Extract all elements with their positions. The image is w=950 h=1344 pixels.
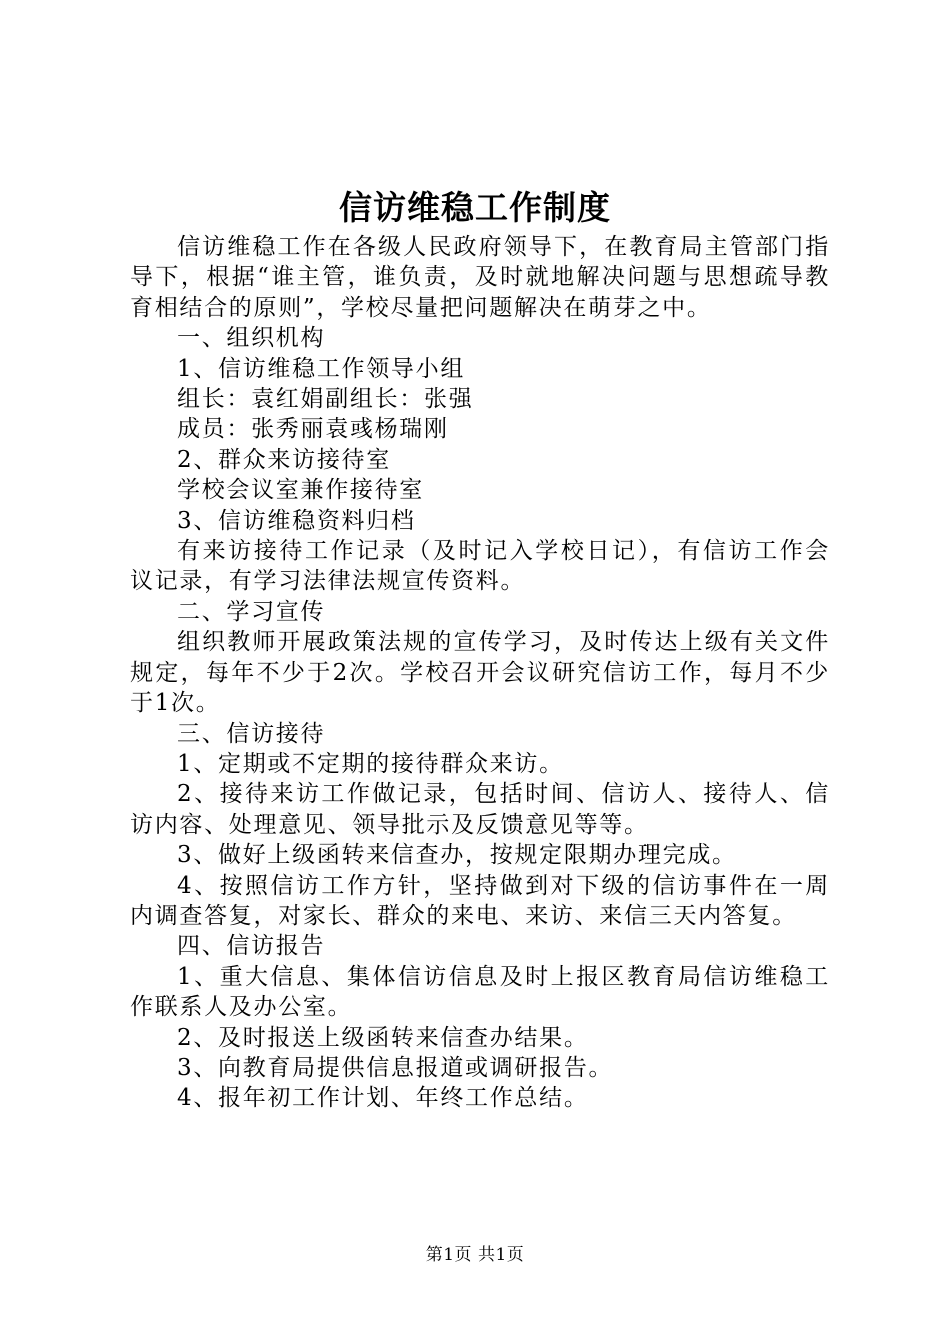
paragraph-report-4: 4、报年初工作计划、年终工作总结。 <box>177 1085 589 1112</box>
paragraph-reception-room: 2、群众来访接待室 <box>177 446 391 473</box>
section-heading-reception: 三、信访接待 <box>177 720 326 747</box>
paragraph-reception-2: 2、接待来访工作做记录，包括时间、信访人、接待人、信访内容、处理意见、领导批示及反馈意见等等。 <box>130 781 830 838</box>
paragraph-group-leaders: 组长：袁红娟副组长：张强 <box>177 386 474 413</box>
paragraph-reception-1: 1、定期或不定期的接待群众来访。 <box>177 750 564 777</box>
document-body <box>130 232 830 1114</box>
section-heading-report: 四、信访报告 <box>177 933 326 960</box>
paragraph-reception-3: 3、做好上级函转来信查办，按规定限期办理完成。 <box>177 842 737 869</box>
paragraph-reception-4: 4、按照信访工作方针，坚持做到对下级的信访事件在一周内调查答复，对家长、群众的来电、来访、来信三天内答复。 <box>130 872 830 929</box>
paragraph-records: 有来访接待工作记录（及时记入学校日记），有信访工作会议记录，有学习法律法规宣传资料。 <box>130 538 830 595</box>
paragraph-leadership-group: 1、信访维稳工作领导小组 <box>177 355 466 382</box>
paragraph-meeting-room: 学校会议室兼作接待室 <box>177 477 424 504</box>
paragraph-report-3: 3、向教育局提供信息报道或调研报告。 <box>177 1054 614 1081</box>
paragraph-report-1: 1、重大信息、集体信访信息及时上报区教育局信访维稳工作联系人及办公室。 <box>130 963 830 1021</box>
paragraph-intro: 信访维稳工作在各级人民政府领导下，在教育局主管部门指导下，根据“谁主管，谁负责，及时就地解决问题与思想疏导教育相结合的原则”，学校尽量把问题解决在萌芽之中。 <box>130 234 830 321</box>
paragraph-report-2: 2、及时报送上级函转来信查办结果。 <box>177 1024 589 1051</box>
paragraph-archive: 3、信访维稳资料归档 <box>177 507 416 534</box>
section-heading-organization: 一、组织机构 <box>177 325 326 352</box>
page-footer: 第1页 共1页 <box>425 1245 525 1265</box>
paragraph-study: 组织教师开展政策法规的宣传学习，及时传达上级有关文件规定，每年不少于2次。学校召开会议研究信访工作，每月不少于1次。 <box>130 629 830 717</box>
document-title: 信访维稳工作制度 <box>339 188 611 227</box>
section-heading-study: 二、学习宣传 <box>177 598 326 625</box>
paragraph-group-members: 成员：张秀丽袁彧杨瑞刚 <box>177 416 449 443</box>
